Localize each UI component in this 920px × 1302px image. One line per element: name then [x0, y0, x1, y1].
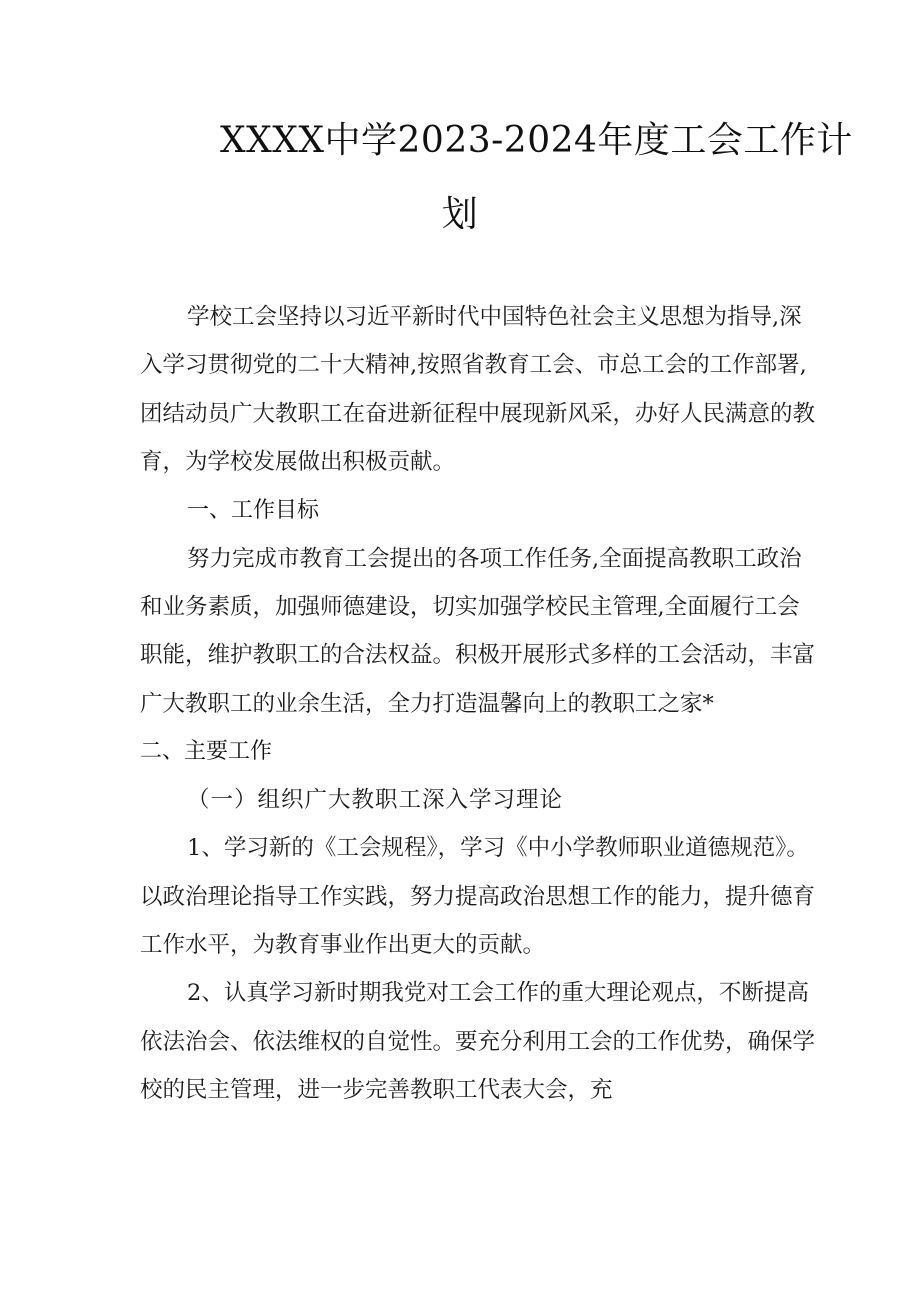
- item2-line-2: 依法治会、依法维权的自觉性。要充分利用工会的工作优势，确保学: [140, 1029, 816, 1055]
- item2-line-1: 2、认真学习新时期我党对工会工作的重大理论观点，不断提高: [187, 980, 809, 1006]
- intro-line-1: 学校工会坚持以习近平新时代中国特色社会主义思想为指导,深: [187, 304, 802, 330]
- item1-line-1: 1、学习新的《工会规程》，学习《中小学教师职业道德规范》。: [187, 835, 809, 861]
- subsection-heading-1: （一）组织广大教职工深入学习理论: [187, 787, 564, 813]
- intro-line-3: 团结动员广大教职工在奋进新征程中展现新风采，办好人民满意的教: [140, 401, 816, 427]
- document-title-line2: 划: [441, 194, 479, 235]
- item1-line-2: 以政治理论指导工作实践，努力提高政治思想工作的能力，提升德育: [140, 884, 816, 910]
- section-heading-main-work: 二、主要工作: [140, 739, 273, 764]
- goal-line-1: 努力完成市教育工会提出的各项工作任务,全面提高教职工政治: [187, 546, 802, 572]
- goal-line-2: 和业务素质，加强师德建设，切实加强学校民主管理,全面履行工会: [140, 594, 800, 620]
- goal-line-3: 职能，维护教职工的合法权益。积极开展形式多样的工会活动，丰富: [140, 642, 816, 668]
- intro-line-4: 育，为学校发展做出积极贡献。: [140, 449, 456, 475]
- document-title-line1: XXXX中学2023-2024年度工会工作计: [220, 120, 853, 161]
- goal-line-4: 广大教职工的业余生活，全力打造温馨向上的教职工之家*: [140, 691, 714, 717]
- section-heading-goals: 一、工作目标: [187, 498, 320, 523]
- item2-line-3: 校的民主管理，进一步完善教职工代表大会，充: [140, 1077, 613, 1103]
- item1-line-3: 工作水平，为教育事业作出更大的贡献。: [140, 932, 546, 958]
- intro-line-2: 入学习贯彻党的二十大精神,按照省教育工会、市总工会的工作部署,: [140, 352, 807, 378]
